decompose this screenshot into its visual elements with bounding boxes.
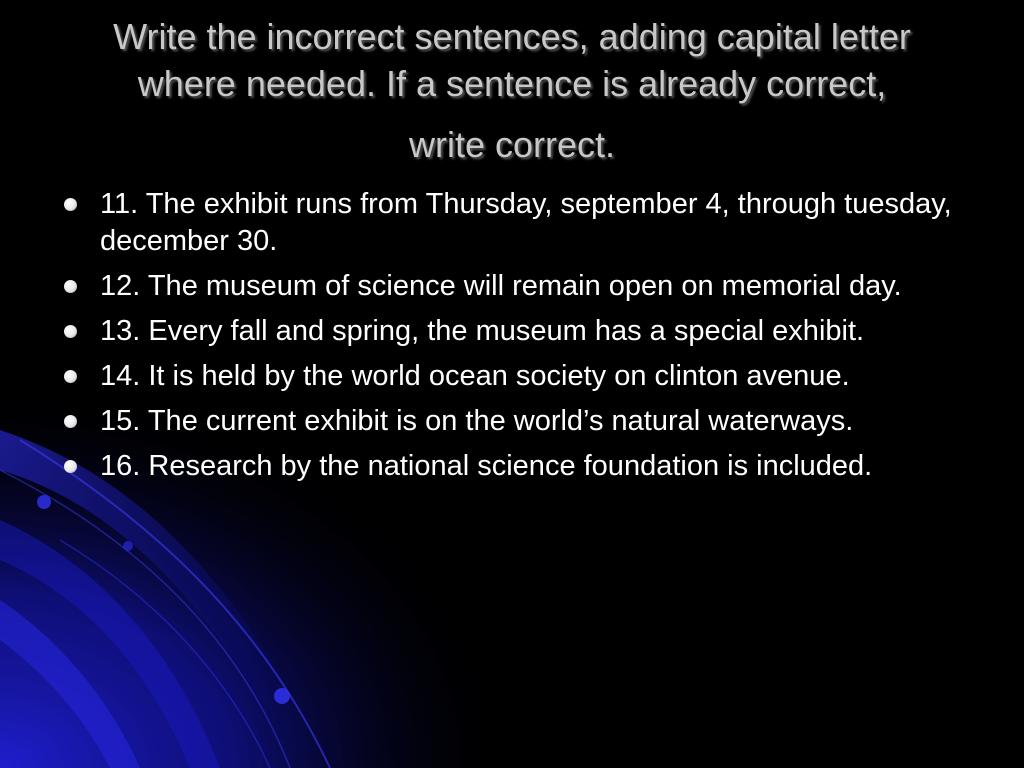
bullet-icon [64, 280, 77, 293]
list-item [62, 403, 962, 440]
bullet-icon [64, 460, 77, 473]
bullet-icon [64, 415, 77, 428]
slide-title [40, 14, 984, 168]
bullet-icon [64, 370, 77, 383]
title-line-2: where needed. If a sentence is already correct, [137, 62, 887, 104]
list-item [62, 448, 962, 485]
list-item-text: 13. Every fall and spring, the museum has a special exhibit. [100, 315, 865, 347]
sentence-list [62, 186, 962, 493]
list-item-text: 14. It is held by the world ocean society on clinton avenue. [100, 360, 850, 392]
list-item [62, 268, 962, 305]
title-line-3: write correct. [408, 123, 616, 165]
bullet-icon [64, 325, 77, 338]
list-item-text: 15. The current exhibit is on the world’s natural waterways. [100, 405, 854, 437]
list-item [62, 358, 962, 395]
list-item-text: 16. Research by the national science foundation is included. [100, 450, 873, 482]
title-line-1: Write the incorrect sentences, adding capital letter [113, 16, 911, 57]
bullet-icon [64, 198, 77, 211]
list-item [62, 186, 962, 260]
list-item-text: 11. The exhibit runs from Thursday, september 4, through tuesday, december 30. [100, 188, 952, 257]
list-item-text: 12. The museum of science will remain open on memorial day. [100, 270, 902, 302]
list-item [62, 313, 962, 350]
